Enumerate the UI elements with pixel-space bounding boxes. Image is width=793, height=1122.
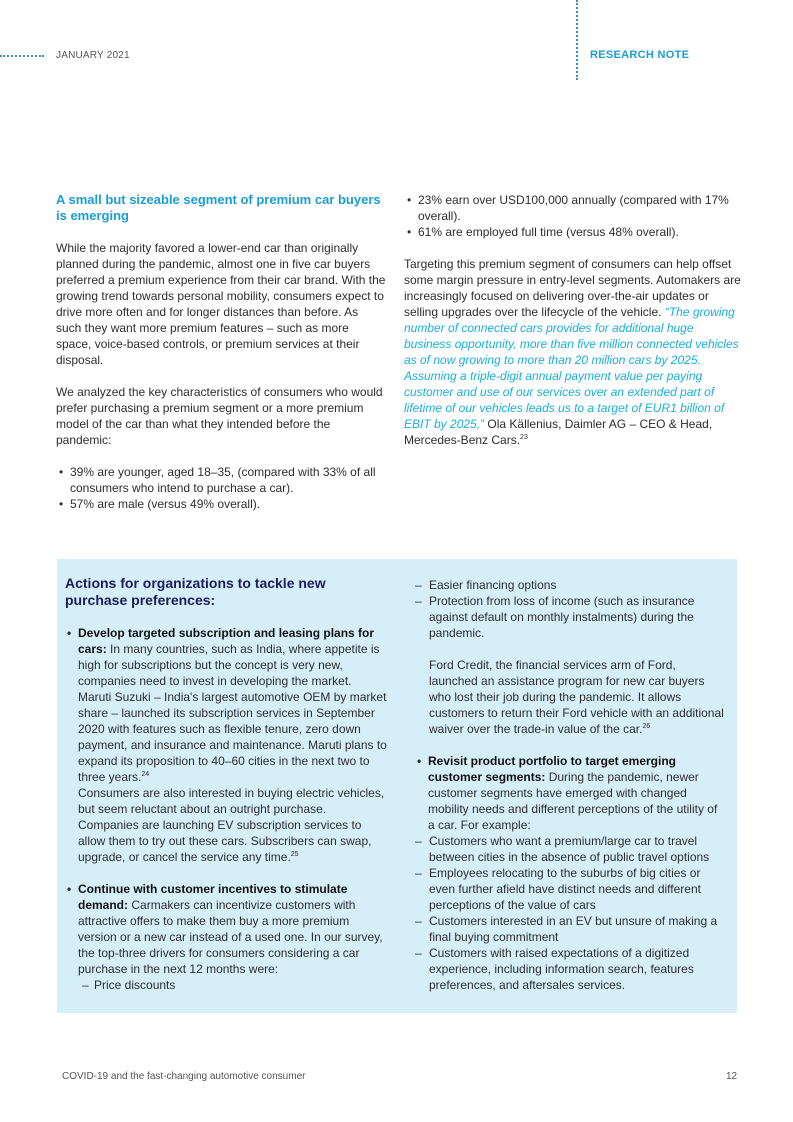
right-paragraph <box>404 256 742 448</box>
action-item-body <box>78 625 387 785</box>
bullet-icon: • <box>67 882 72 896</box>
actions-box-title: Actions for organizations to tackle new purchase preferences: <box>65 575 326 608</box>
right-intro-text: Targeting this premium segment of consumers can help offset some margin pressure in entry-level segments. Automakers are increasingly focused on delivering over-the-air updates or selling upgrades over the lifecycle of the vehicle. <box>404 257 741 319</box>
page-number: 12 <box>726 1071 738 1082</box>
action-item-text-2: Consumers are also interested in buying electric vehicles, but seem reluctant about an outright purchase. Companies are launching EV subscription services to allow them to try out these cars. Subscribers can swap, upgrade, or cancel the service any time.$^{25}$ <box>78 786 385 864</box>
action-item-heading: Revisit product portfolio to target emerging customer segments: <box>428 754 677 784</box>
customer-segment-list <box>415 833 727 993</box>
list-item: • 23% earn over USD100,000 annually (compared with 17% overall). <box>404 192 742 224</box>
action-item-heading: Develop targeted subscription and leasing plans for cars: <box>78 626 375 656</box>
list-item: • 39% are younger, aged 18–35, (compared with 33% of all consumers who intend to purchase a car). <box>56 464 386 496</box>
footnote-ref: 23 <box>520 434 528 441</box>
section-title: A small but sizeable segment of premium car buyers is emerging <box>56 192 381 223</box>
left-column <box>56 192 386 512</box>
list-item: – Price discounts <box>82 977 387 993</box>
ford-credit-paragraph: Ford Credit, the financial services arm of Ford, launched an assistance program for new car buyers who lost their job during the pandemic. It allows customers to return their Ford vehicle with an additional waiver over the trade-in value of the car.$^{26}$ <box>429 658 724 736</box>
footnote-ref: 26 <box>642 723 651 730</box>
bullet-icon: • <box>67 626 72 640</box>
list-item: • 57% are male (versus 49% overall). <box>56 496 386 512</box>
action-item-text: During the pandemic, newer customer segments have emerged with changed mobility needs and different perceptions of the utility of a car. For example: <box>428 770 718 832</box>
bullet-icon: • <box>417 754 422 768</box>
actions-box-right <box>415 577 727 993</box>
right-column <box>404 192 742 464</box>
footer-title: COVID-19 and the fast-changing automotive consumer <box>62 1071 306 1082</box>
action-item-text: In many countries, such as India, where appetite is high for subscriptions but the concept is very new, companies need to invest in developing the market. Maruti Suzuki – India's largest automotive OEM by market share – launched its subscription services in September 2020 with features such as flexible tenure, zero down payment, and insurance and maintenance. Maruti plans to expand its proposition to 40–60 cities in the next two to three years. <box>78 642 387 784</box>
incentive-list-continued <box>415 577 727 641</box>
list-item: • 61% are employed full time (versus 48% overall). <box>404 224 742 240</box>
action-item-body <box>78 881 387 977</box>
list-item: – Customers with raised expectations of a digitized experience, including information search, features preferences, and aftersales services. <box>415 945 727 993</box>
action-item-text: Carmakers can incentivize customers with attractive offers to make them buy a more premium version or a new car instead of a used one. In our survey, the top-three drivers for consumers considering a car purchase in the next 12 months were: <box>78 898 383 976</box>
header-tag: RESEARCH NOTE <box>590 49 690 61</box>
list-item: – Easier financing options <box>415 577 727 593</box>
right-bullet-list <box>404 192 742 240</box>
action-item-subscription <box>65 625 387 865</box>
action-item-heading: Continue with customer incentives to stimulate demand: <box>78 882 348 912</box>
footnote-ref: 25 <box>290 851 299 858</box>
header-date: JANUARY 2021 <box>56 50 130 61</box>
header-vertical-rule <box>576 0 578 80</box>
header-dotted-rule <box>0 55 44 57</box>
footnote-ref: 24 <box>141 771 150 778</box>
left-bullet-list <box>56 464 386 512</box>
action-item-portfolio <box>415 753 727 833</box>
actions-box-left <box>65 575 387 1009</box>
actions-box <box>57 559 737 1013</box>
left-paragraph-1: While the majority favored a lower-end car than originally planned during the pandemic, almost one in five car buyers preferred a premium experience from their car brand. With the growing trend towards personal mobility, consumers expect to drive more often and for longer distances than before. As such they want more premium features – such as more space, voice-based controls, or premium services at their disposal. <box>56 241 386 367</box>
list-item: – Employees relocating to the suburbs of big cities or even further afield have distinct needs and different perceptions of the value of cars <box>415 865 727 913</box>
list-item: – Customers who want a premium/large car to travel between cities in the absence of public travel options <box>415 833 727 865</box>
left-paragraph-2: We analyzed the key characteristics of consumers who would prefer purchasing a premium segment or a more premium model of the car than what they intended before the pandemic: <box>56 385 383 447</box>
incentive-list <box>82 977 387 993</box>
list-item: – Customers interested in an EV but unsure of making a final buying commitment <box>415 913 727 945</box>
quote-attribution: Ola Källenius, Daimler AG – CEO & Head, Mercedes-Benz Cars. <box>404 417 713 447</box>
action-item-incentives <box>65 881 387 993</box>
action-item-body <box>428 753 727 833</box>
daimler-quote: “The growing number of connected cars provides for additional huge business opportunity, more than five million connected vehicles as of now growing to more than 20 million cars by 2025. Assuming a triple-digit annual payment value per paying customer and use of our services over an extended part of lifetime of our vehicles leads us to a target of EUR1 billion of EBIT by 2025,” <box>404 305 739 431</box>
list-item: – Protection from loss of income (such as insurance against default on monthly instalments) during the pandemic. <box>415 593 727 641</box>
